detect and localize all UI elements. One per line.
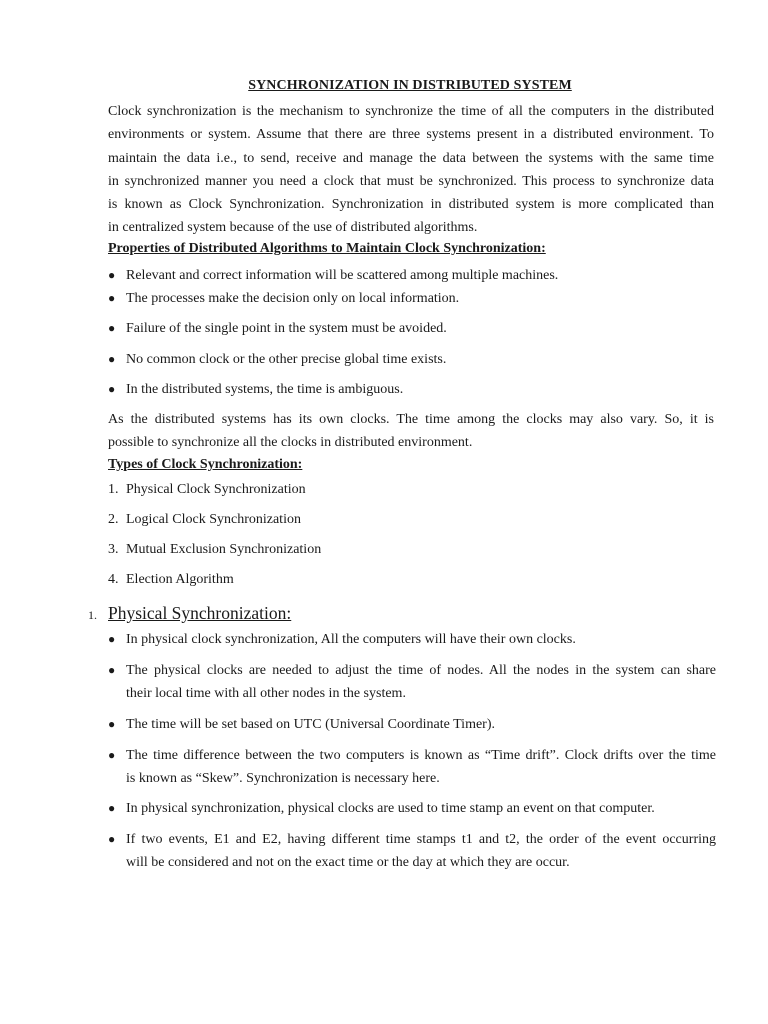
list-number: 4. xyxy=(108,572,119,587)
list-item-text: The time will be set based on UTC (Universal Coordinate Timer). xyxy=(126,717,495,732)
intro-line: in centralized system because of the use of distributed algorithms. xyxy=(108,220,478,236)
list-item-text: Physical Clock Synchronization xyxy=(126,482,306,497)
list-item-text: Relevant and correct information will be scattered among multiple machines. xyxy=(126,268,559,283)
list-item-text: is known as “Skew”. Synchronization is necessary here. xyxy=(126,771,440,786)
bullet-icon: ● xyxy=(108,382,116,396)
list-number: 2. xyxy=(108,512,119,527)
intro-line: in synchronized manner you need a clock that must be synchronized. This process to synchronize data xyxy=(108,173,714,189)
list-item-text: The physical clocks are needed to adjust the time of nodes. All the nodes in the system can share xyxy=(126,663,716,678)
list-number: 3. xyxy=(108,542,119,557)
bullet-icon: ● xyxy=(108,663,116,677)
list-item-text: The processes make the decision only on local information. xyxy=(126,291,460,306)
list-item-text: their local time with all other nodes in the system. xyxy=(126,686,406,701)
clocks-paragraph xyxy=(108,408,714,455)
intro-line: Clock synchronization is the mechanism to synchronize the time of all the computers in the distributed xyxy=(108,104,714,119)
bullet-icon: ● xyxy=(108,801,116,815)
section-number: 1. xyxy=(88,608,97,622)
clocks-line: As the distributed systems has its own clocks. The time among the clocks may also vary. So, it is xyxy=(108,412,714,427)
bullet-icon: ● xyxy=(108,748,116,762)
bullet-icon: ● xyxy=(108,321,116,335)
list-item-text: Failure of the single point in the system must be avoided. xyxy=(126,321,447,336)
list-item-text: In physical synchronization, physical clocks are used to time stamp an event on that computer. xyxy=(126,801,655,816)
list-item-text: The time difference between the two computers is known as “Time drift”. Clock drifts over the time xyxy=(126,748,716,763)
bullet-icon: ● xyxy=(108,352,116,366)
list-item-text: In physical clock synchronization, All the computers will have their own clocks. xyxy=(126,632,576,647)
list-item-text: No common clock or the other precise global time exists. xyxy=(126,352,447,367)
intro-paragraph xyxy=(108,100,714,240)
list-item-text: If two events, E1 and E2, having different time stamps t1 and t2, the order of the event occurring xyxy=(126,832,716,847)
list-number: 1. xyxy=(108,482,119,497)
clocks-line: possible to synchronize all the clocks in distributed environment. xyxy=(108,435,473,451)
section-title: Physical Synchronization: xyxy=(108,603,292,623)
bullet-icon: ● xyxy=(108,632,116,646)
list-item-text: Logical Clock Synchronization xyxy=(126,512,301,527)
list-item-text: will be considered and not on the exact time or the day at which they are occur. xyxy=(126,855,570,870)
page-title: SYNCHRONIZATION IN DISTRIBUTED SYSTEM xyxy=(248,78,572,93)
intro-line: environments or system. Assume that there are three systems present in a distributed environment. To xyxy=(108,127,714,143)
intro-line: maintain the data i.e., to send, receive and manage the data between the systems with the same time xyxy=(108,150,714,166)
list-item-text: In the distributed systems, the time is ambiguous. xyxy=(126,382,404,397)
bullet-icon: ● xyxy=(108,291,116,305)
properties-heading: Properties of Distributed Algorithms to Maintain Clock Synchronization: xyxy=(108,241,546,256)
list-item-text: Election Algorithm xyxy=(126,572,234,587)
bullet-icon: ● xyxy=(108,268,116,282)
intro-line: is known as Clock Synchronization. Synchronization in distributed system is more complicated than xyxy=(108,197,714,213)
types-heading: Types of Clock Synchronization: xyxy=(108,457,303,472)
bullet-icon: ● xyxy=(108,832,116,846)
bullet-icon: ● xyxy=(108,717,116,731)
list-item-text: Mutual Exclusion Synchronization xyxy=(126,542,322,557)
